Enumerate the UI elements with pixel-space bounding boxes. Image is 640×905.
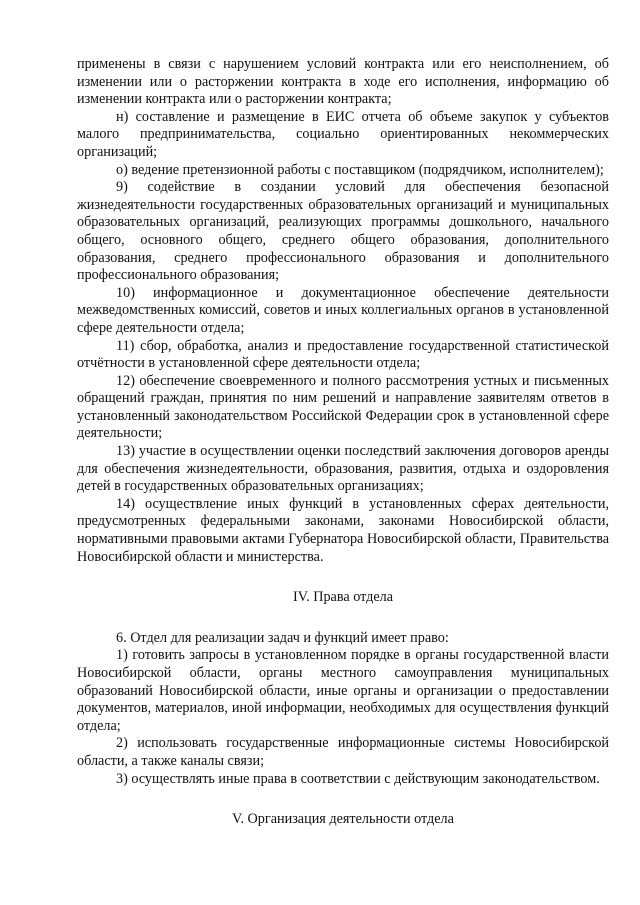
paragraph-item-12: 12) обеспечение своевременного и полного рассмотрения устных и письменных обращений граждан, принятия по ним решений и направление заявителям ответов в установленный законодательством Российской Федерации срок в установленной сфере деятельности; [77, 372, 609, 442]
paragraph-item-10: 10) информационное и документационное обеспечение деятельности межведомственных комиссий, советов и иных коллегиальных органов в установленной сфере деятельности отдела; [77, 284, 609, 336]
paragraph-item-13: 13) участие в осуществлении оценки последствий заключения договоров аренды для обеспечения жизнедеятельности, образования, развития, отдыха и оздоровления детей в государственных образовательных организациях; [77, 443, 609, 495]
paragraph-right-2: 2) использовать государственные информационные системы Новосибирской области, а также каналы связи; [77, 735, 609, 769]
paragraph-right-1: 1) готовить запросы в установленном порядке в органы государственной власти Новосибирской области, органы местного самоуправления муниципальных образований Новосибирской области, иные органы и организации о предоставлении документов, материалов, иной информации, необходимых для осуществления функций отдела; [77, 647, 609, 734]
paragraph-item-14: 14) осуществление иных функций в установленных сферах деятельности, предусмотренных федеральными законами, законами Новосибирской области, нормативными правовыми актами Губернатора Новосибирской области, Правительства Новосибирской области и министерства. [77, 495, 609, 565]
section-heading-organization: V. Организация деятельности отдела [232, 811, 454, 828]
paragraph-item-11: 11) сбор, обработка, анализ и предоставление государственной статистической отчётности в установленной сфере деятельности отдела; [77, 337, 609, 372]
document-page [77, 56, 609, 829]
paragraph-right-3: 3) осуществлять иные права в соответствии с действующим законодательством. [116, 770, 600, 787]
section-heading-rights: IV. Права отдела [292, 589, 394, 606]
paragraph-item-9: 9) содействие в создании условий для обеспечения безопасной жизнедеятельности государственных образовательных организаций и муниципальных образовательных организаций, реализующих программы дошкольного, начального общего, основного общего, среднего общего образования, дополнительного образования, среднего профессионального образования и дополнительного профессионального образования; [77, 179, 609, 284]
paragraph-clause-6: 6. Отдел для реализации задач и функций имеет право: [116, 629, 449, 646]
paragraph-continuation: применены в связи с нарушением условий контракта или его неисполнением, об изменении или о расторжении контракта в ходе его исполнения, информацию об изменении контракта или о расторжении контракта; [77, 56, 609, 108]
paragraph-item-o: о) ведение претензионной работы с поставщиком (подрядчиком, исполнителем); [116, 161, 604, 178]
paragraph-item-n: н) составление и размещение в ЕИС отчета об объеме закупок у субъектов малого предпринимательства, социально ориентированных некоммерческих организаций; [77, 108, 609, 160]
